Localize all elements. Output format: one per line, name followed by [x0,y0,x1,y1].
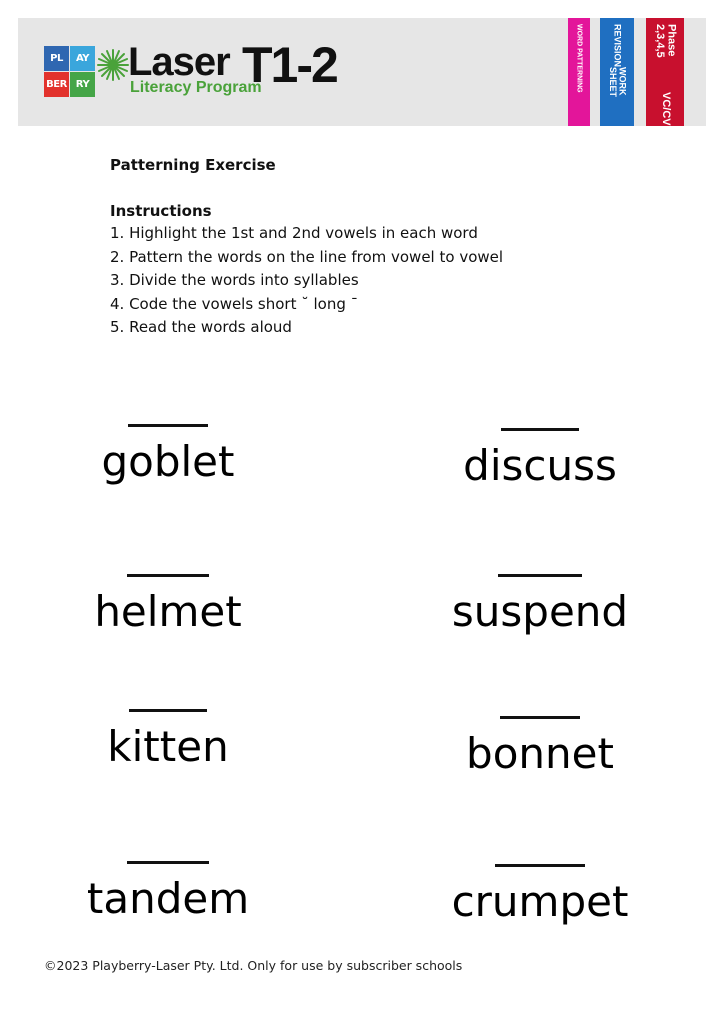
instruction-item: 3. Divide the words into syllables [110,271,359,289]
pattern-line [127,574,209,577]
puzzle-piece-ay: AY [70,46,95,71]
tab-pattern-label: VC/CV [659,92,672,126]
laser-burst-icon [96,48,130,82]
pattern-line [495,864,585,867]
pattern-line [500,716,580,719]
tab-revision-label: REVISION [612,24,623,68]
puzzle-piece-ber: BER [44,72,69,97]
instruction-item: 1. Highlight the 1st and 2nd vowels in each word [110,224,478,242]
practice-word: discuss [463,441,617,490]
tab-phase [646,18,684,126]
pattern-line [498,574,582,577]
tab-worksheet-label: WORK SHEET [608,67,628,98]
puzzle-icon [44,46,96,98]
practice-word: helmet [94,587,242,636]
tab-word-patterning [568,18,590,126]
copyright-footer: ©2023 Playberry-Laser Pty. Ltd. Only for use by subscriber schools [44,958,463,973]
instructions-list [110,222,670,340]
pattern-line [129,709,207,712]
pattern-line [128,424,208,427]
worksheet-header [18,18,706,126]
word-item-tandem [28,849,308,923]
word-item-goblet [28,412,308,486]
practice-word: goblet [101,437,235,486]
pattern-line [127,861,209,864]
instructions-heading: Instructions [110,202,212,220]
puzzle-piece-pl: PL [44,46,69,71]
logo-laser-text: Laser [128,40,230,84]
instruction-item: 2. Pattern the words on the line from vowel to vowel [110,247,504,266]
pattern-line [501,428,579,431]
logo-level-text: T1-2 [242,37,337,93]
laser-literacy-logo [44,37,344,102]
word-item-suspend [400,562,680,636]
instruction-item: 4. Code the vowels short ˘ long ¯ [110,294,359,313]
tab-word-patterning-label: WORD PATTERNING [575,24,583,93]
practice-word: kitten [107,722,229,771]
word-item-crumpet [400,852,680,926]
puzzle-piece-ry: RY [70,72,95,97]
instruction-item: 5. Read the words aloud [110,318,292,336]
logo-program-text: Literacy Program [130,79,262,96]
practice-word: crumpet [451,877,629,926]
practice-word: suspend [451,587,629,636]
practice-word: tandem [86,874,250,923]
word-item-discuss [400,416,680,490]
tab-phase-label: Phase 2,3,4,5 [654,24,678,58]
word-item-bonnet [400,704,680,778]
page-title: Patterning Exercise [110,156,276,174]
word-item-helmet [28,562,308,636]
instructions-section [110,154,670,340]
word-item-kitten [28,697,308,771]
practice-word: bonnet [466,729,614,778]
tab-revision-worksheet [600,18,634,126]
